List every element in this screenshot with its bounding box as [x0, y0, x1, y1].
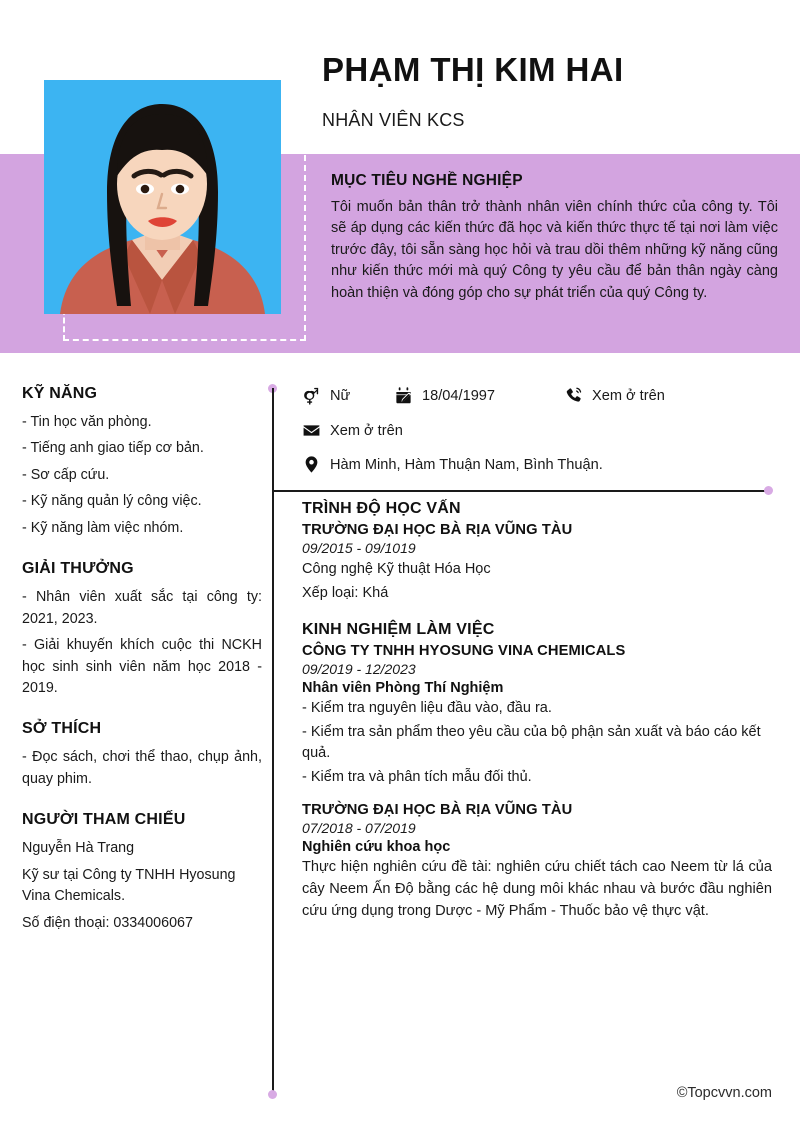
objective-text: Tôi muốn bản thân trở thành nhân viên chính thức của công ty. Tôi sẽ áp dụng các kiến thức đã học và kiến thức thực tế tại nơi làm việc trước đây, tôi sẵn sàng học hỏi và trau dồi thêm những kỹ năng cũng như kiến thức mới mà quý Công ty yêu cầu để bản thân ngày càng hoàn thiện và đóng góp cho sự phát triển của quý Công ty. — [331, 199, 778, 301]
contact-dob-value: 18/04/1997 — [422, 387, 496, 404]
calendar-icon — [394, 386, 413, 405]
contact-gender-value: Nữ — [330, 387, 351, 404]
experience-role: Nghiên cứu khoa học — [302, 839, 451, 856]
list-item: - Kỹ năng quản lý công việc. — [22, 493, 202, 510]
reference-name: Nguyễn Hà Trang — [22, 840, 135, 857]
timeline-vertical-line — [272, 388, 274, 1091]
contact-address-value: Hàm Minh, Hàm Thuận Nam, Bình Thuận. — [330, 456, 603, 473]
main-content — [302, 383, 772, 923]
list-item: - Tiếng anh giao tiếp cơ bản. — [22, 440, 204, 457]
experience-bullet: - Kiểm tra sản phẩm theo yêu cầu của bộ phận sản xuất và báo cáo kết quả. — [302, 724, 761, 762]
contact-email — [302, 421, 403, 440]
list-item: - Đọc sách, chơi thể thao, chụp ảnh, quay phim. — [22, 749, 262, 787]
contact-phone — [564, 386, 665, 405]
list-item: - Giải khuyến khích cuộc thi NCKH học sinh sinh viên năm học 2018 - 2019. — [22, 637, 262, 696]
contact-gender — [302, 386, 350, 405]
experience-role: Nhân viên Phòng Thí Nghiệm — [302, 680, 504, 697]
education-school: TRƯỜNG ĐẠI HỌC BÀ RỊA VŨNG TÀU — [302, 522, 573, 538]
portrait-photo — [44, 80, 281, 314]
contact-address — [302, 455, 603, 474]
experience-description: Thực hiện nghiên cứu đề tài: nghiên cứu chiết tách cao Neem từ lá của cây Neem Ấn Độ bằng các hệ dung môi khác nhau và bước đầu nghiên cứu ứng dụng trong Dược - Mỹ Phẩm - Thuốc bảo vệ thực vật. — [302, 859, 772, 919]
contact-dob — [394, 386, 495, 405]
list-item: - Tin học văn phòng. — [22, 414, 152, 430]
objective-title: MỤC TIÊU NGHỀ NGHIỆP — [331, 172, 523, 189]
experience-title: KINH NGHIỆM LÀM VIỆC — [302, 621, 495, 639]
phone-icon — [564, 386, 583, 405]
avatar — [44, 80, 281, 314]
page-title: PHẠM THỊ KIM HAI — [322, 51, 624, 88]
sidebar — [22, 385, 262, 939]
location-pin-icon — [302, 455, 321, 474]
experience-item — [302, 643, 772, 788]
contact-email-value: Xem ở trên — [330, 422, 403, 439]
experience-bullet: - Kiểm tra và phân tích mẫu đối thủ. — [302, 769, 532, 786]
career-objective-section — [331, 172, 778, 304]
education-dates: 09/2015 - 09/1019 — [302, 540, 416, 556]
experience-company: CÔNG TY TNHH HYOSUNG VINA CHEMICALS — [302, 643, 626, 660]
contact-phone-value: Xem ở trên — [592, 387, 665, 404]
experience-dates: 07/2018 - 07/2019 — [302, 820, 416, 837]
experience-section — [302, 621, 772, 923]
reference-position: Kỹ sư tại Công ty TNHH Hyosung Vina Chemicals. — [22, 866, 236, 905]
timeline-dot-bottom — [268, 1090, 277, 1099]
job-title: NHÂN VIÊN KCS — [322, 110, 465, 130]
experience-item — [302, 802, 772, 923]
reference-phone: Số điện thoại: 0334006067 — [22, 914, 193, 931]
gender-icon — [302, 386, 321, 405]
education-title: TRÌNH ĐỘ HỌC VẤN — [302, 500, 461, 517]
experience-dates: 09/2019 - 12/2023 — [302, 661, 416, 678]
envelope-icon — [302, 421, 321, 440]
experience-company: TRƯỜNG ĐẠI HỌC BÀ RỊA VŨNG TÀU — [302, 802, 573, 819]
list-item: - Sơ cấp cứu. — [22, 466, 110, 483]
list-item: - Kỹ năng làm việc nhóm. — [22, 519, 184, 536]
education-section — [302, 500, 772, 604]
contact-info — [302, 383, 772, 483]
education-major: Công nghệ Kỹ thuật Hóa Học — [302, 561, 491, 577]
awards-title: GIẢI THƯỞNG — [22, 560, 134, 578]
references-title: NGƯỜI THAM CHIẾU — [22, 811, 186, 829]
education-grade: Xếp loại: Khá — [302, 585, 389, 602]
list-item: - Nhân viên xuất sắc tại công ty: 2021, 2023. — [22, 589, 262, 627]
experience-bullet: - Kiểm tra nguyên liệu đầu vào, đầu ra. — [302, 700, 552, 717]
watermark: ©Topcvvn.com — [676, 1085, 772, 1101]
skills-title: KỸ NĂNG — [22, 385, 98, 402]
hobbies-title: SỞ THÍCH — [22, 720, 102, 738]
